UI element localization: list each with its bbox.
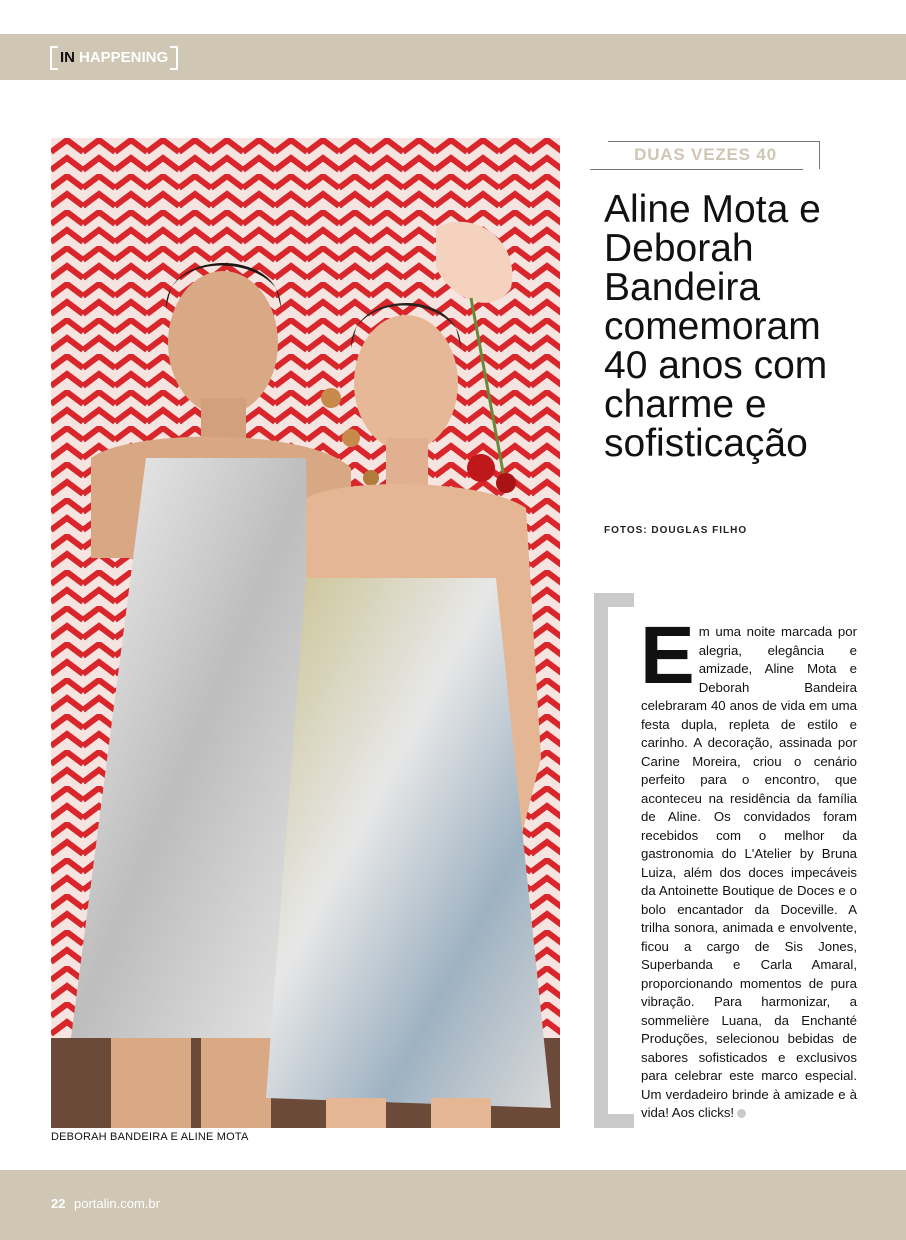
section-prefix: IN (60, 49, 75, 66)
headline: Aline Mota e Deborah Bandeira comemoram 40 anos com charme e sofisticação (604, 188, 828, 465)
page-number: 22 (51, 1196, 66, 1211)
kicker-underline (590, 169, 803, 170)
article-body (640, 610, 857, 1123)
photo-credit: FOTOS: DOUGLAS FILHO (604, 525, 748, 536)
site-url: portalin.com.br (74, 1196, 160, 1211)
end-mark-icon (737, 1109, 746, 1118)
drop-cap: E (640, 610, 695, 701)
decorative-bracket (594, 593, 634, 1128)
photo-caption: DEBORAH BANDEIRA E ALINE MOTA (51, 1131, 249, 1143)
photo-illustration (51, 138, 560, 1128)
article-text: m uma noite marcada por alegria, elegância e amizade, Aline Mota e Deborah Bandeira celebraram 40 anos de vida em uma festa dupla, repleta de estilo e carinho. A decoração, assinada por Carine Moreira, criou o cenário perfeito para o encontro, que aconteceu na residência da família de Aline. Os convidados foram recebidos com o melhor da gastronomia do L'Atelier by Bruna Luiza, além dos doces impecáveis da Antoinette Boutique de Doces e o bolo encantador da Doceville. A trilha sonora, animada e envolvente, ficou a cargo de Sis Jones, Superbanda e Carla Amaral, proporcionando momentos de pura vibração. Para harmonizar, a sommelière Luana, da Enchanté Produções, selecionou bebidas de sabores sofisticados e exclusivos para celebrar este marco especial. Um verdadeiro brinde à amizade e à vida! Aos clicks! (641, 624, 857, 1120)
section-tag (50, 46, 178, 70)
kicker: DUAS VEZES 40 (634, 145, 777, 164)
party-photo (51, 138, 560, 1128)
section-name: HAPPENING (79, 49, 169, 66)
